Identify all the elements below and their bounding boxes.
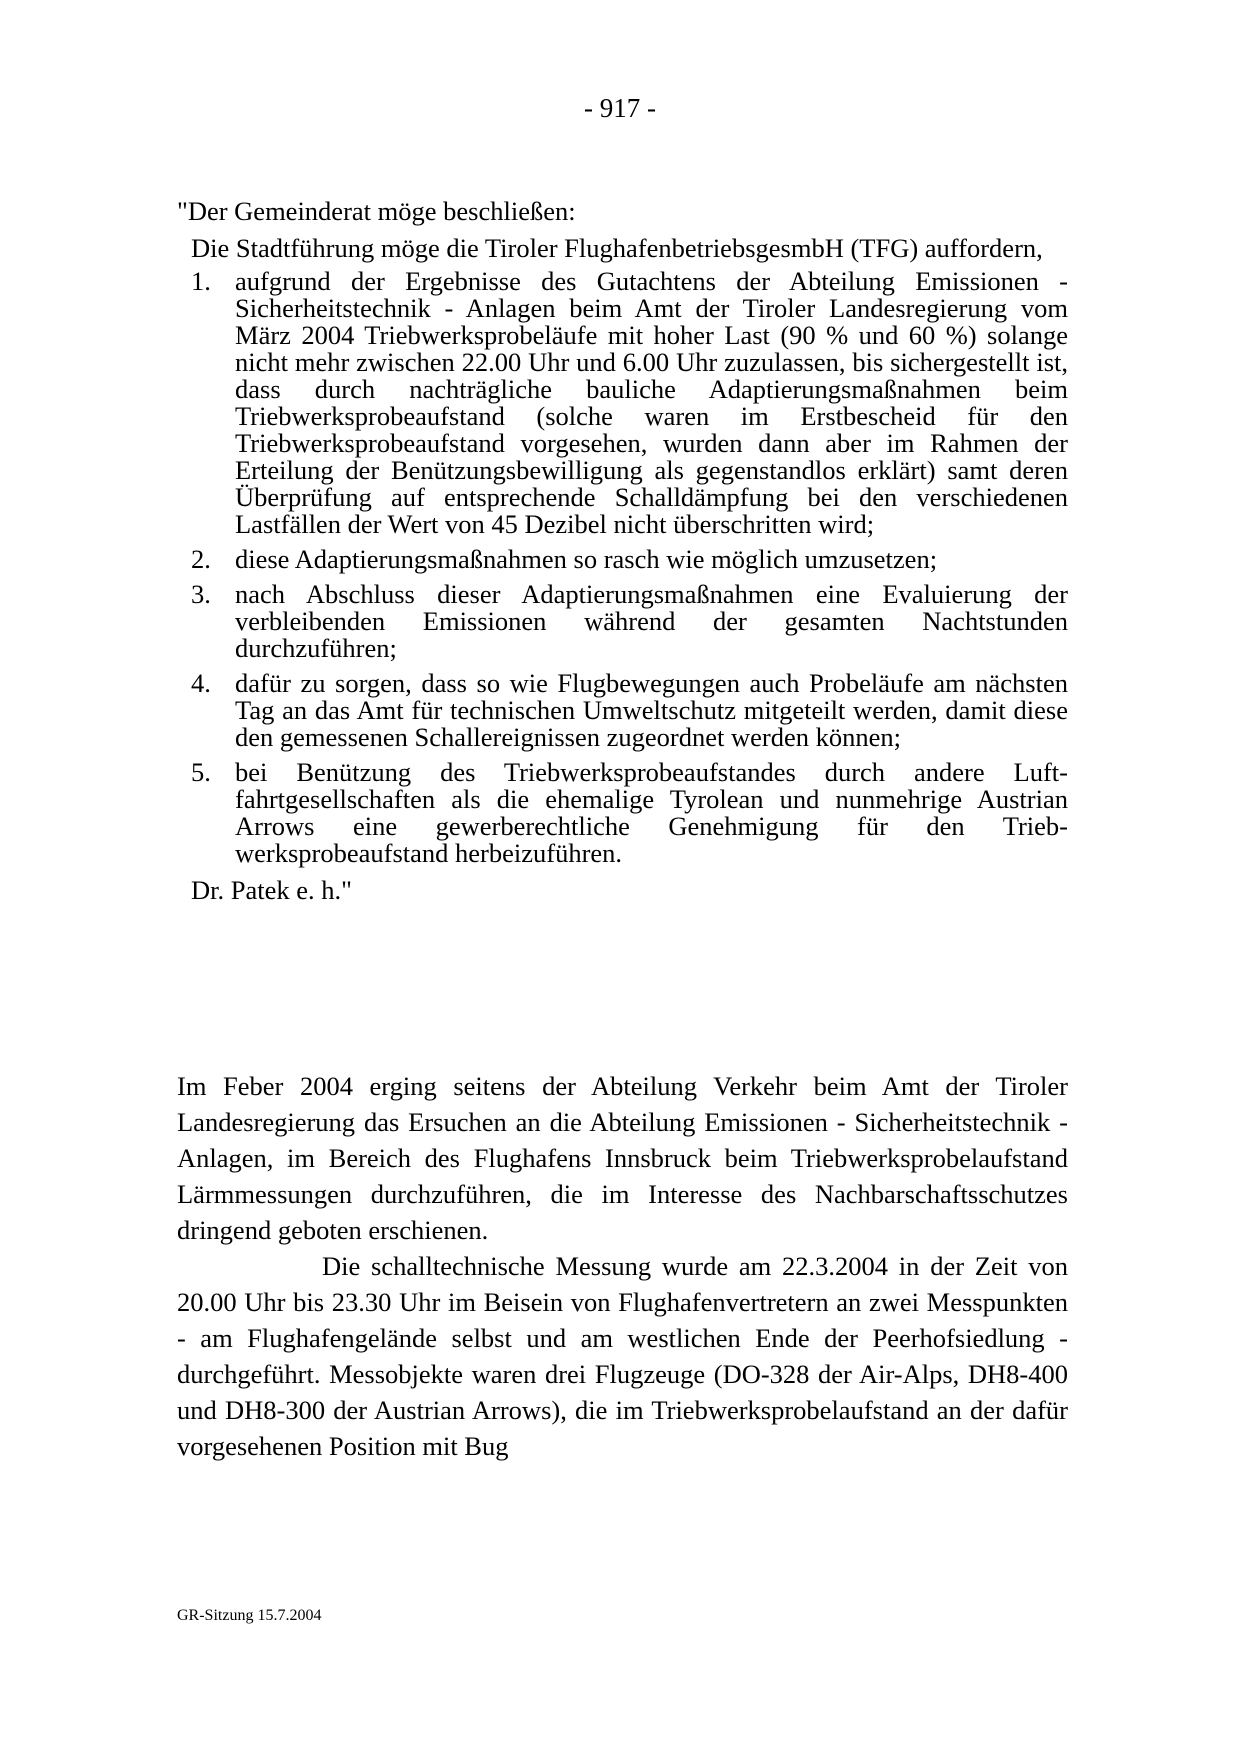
- motion-item-number: 1.: [191, 266, 211, 296]
- body-paragraph-2: Die schalltechnische Messung wurde am 22.3.2004 in der Zeit von 20.00 Uhr bis 23.30 Uhr im Beisein von Flughafenvertretern an zwei Messpunkten - am Flughafengelände selbst und am westlichen Ende der Peerhofsiedlung - durchgeführt. Messobjekte waren drei Flugzeuge (DO-328 der Air-Alps, DH8-400 und DH8-300 der Austrian Arrows), die im Triebwerksprobelaufstand an der dafür vorgesehenen Position mit Bug: [177, 1251, 1068, 1461]
- motion-signature: Dr. Patek e. h.": [191, 875, 352, 905]
- motion-item: [191, 759, 1068, 867]
- motion-item-text: diese Adaptierungsmaßnahmen so rasch wie möglich umzusetzen;: [235, 544, 938, 574]
- motion-lead: Die Stadtführung möge die Tiroler FlughafenbetriebsgesmbH (TFG) auffordern,: [191, 233, 1043, 263]
- body-text: [177, 1068, 1068, 1464]
- motion-item-number: 2.: [191, 544, 211, 574]
- motion-item-text: bei Benützung des Triebwerksprobeaufstandes durch andere Luftfahrtgesellschaften als die ehemalige Tyrolean und nunmehrige Austrian Arrows eine gewerberechtliche Genehmigung für den Triebwerksprobeaufstand herbeizuführen.: [235, 757, 1068, 868]
- motion-item-number: 3.: [191, 579, 211, 609]
- motion-item-text: nach Abschluss dieser Adaptierungsmaßnahmen eine Evaluierung der verbleibenden Emissionen während der gesamten Nachtstunden durchzuführen;: [235, 579, 1068, 663]
- motion-item-number: 5.: [191, 757, 211, 787]
- motion-item: [191, 670, 1068, 751]
- motion-item: [191, 268, 1068, 538]
- motion-item-text: dafür zu sorgen, dass so wie Flugbewegungen auch Probeläufe am nächsten Tag an das Amt für technischen Umweltschutz mitgeteilt werden, damit diese den gemessenen Schallereignissen zugeordnet werden können;: [235, 668, 1068, 752]
- motion-item-number: 4.: [191, 668, 211, 698]
- motion-list: [177, 268, 1068, 867]
- page-footer: GR-Sitzung 15.7.2004: [177, 1607, 322, 1624]
- body-paragraph-1: Im Feber 2004 erging seitens der Abteilung Verkehr beim Amt der Tiroler Landesregierung das Ersuchen an die Abteilung Emissionen - Sicherheitstechnik - Anlagen, im Bereich des Flughafens Innsbruck beim Triebwerksprobelaufstand Lärmmessungen durchzuführen, die im Interesse des Nachbarschaftsschutzes dringend geboten erschienen.: [177, 1071, 1068, 1245]
- motion-item-text: aufgrund der Ergebnisse des Gutachtens der Abteilung Emissionen - Sicherheitstechnik - Anlagen beim Amt der Tiroler Landesregierung vom März 2004 Triebwerksprobeläufe mit hoher Last (90 % und 60 %) solange nicht mehr zwischen 22.00 Uhr und 6.00 Uhr zuzulassen, bis sichergestellt ist, dass durch nachträgliche bauliche Adaptierungsmaßnahmen beim Triebwerksprobeaufstand (solche waren im Erstbescheid für den Triebwerksprobeaufstand vorgesehen, wurden dann aber im Rahmen der Erteilung der Benützungsbewilligung als gegenstandlos erklärt) samt deren Überprüfung auf entsprechende Schalldämpfung bei den verschiedenen Lastfällen der Wert von 45 Dezibel nicht überschritten wird;: [235, 266, 1068, 539]
- motion-block: [177, 196, 1068, 906]
- motion-item: [191, 546, 1068, 573]
- motion-intro: "Der Gemeinderat möge beschließen:: [177, 196, 576, 226]
- page-number: - 917 -: [584, 93, 656, 123]
- motion-item: [191, 581, 1068, 662]
